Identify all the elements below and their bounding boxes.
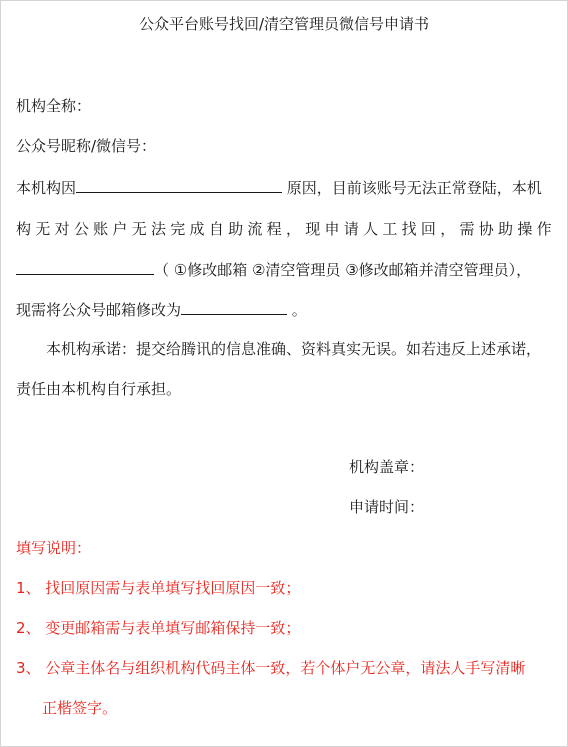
justified-char: 对	[54, 220, 70, 238]
email-blank	[181, 299, 287, 315]
justified-char: 助	[228, 220, 244, 238]
justified-char: 请	[343, 220, 359, 238]
justified-char: ，	[440, 220, 456, 238]
instruction-item-2: 2、 变更邮箱需与表单填写邮箱保持一致；	[16, 619, 301, 637]
justified-char: 无	[131, 220, 147, 238]
justified-char: 人	[363, 220, 379, 238]
instruction-item-1: 1、 找回原因需与表单填写找回原因一致；	[16, 579, 301, 597]
justified-char: 法	[150, 220, 166, 238]
email-suffix: 。	[287, 301, 307, 319]
reason-suffix: 原因，目前该账号无法正常登陆，本机	[282, 179, 542, 197]
justified-char: 成	[189, 220, 205, 238]
justified-char: 作	[536, 220, 552, 238]
commitment-line-1: 本机构承诺：提交给腾讯的信息准确、资料真实无误。如若违反上述承诺，	[46, 340, 542, 358]
org-name-label: 机构全称：	[16, 97, 92, 115]
justified-char: 构	[16, 220, 32, 238]
email-line	[16, 299, 307, 320]
operation-blank	[16, 259, 154, 275]
email-prefix: 现需将公众号邮箱修改为	[16, 301, 182, 319]
justified-char: 无	[35, 220, 51, 238]
account-label: 公众号昵称/微信号：	[16, 137, 157, 155]
justified-char: 自	[208, 220, 224, 238]
reason-prefix: 本机构因	[16, 179, 77, 197]
instructions-heading: 填写说明：	[16, 539, 92, 557]
seal-label: 机构盖章：	[349, 458, 425, 476]
reason-line	[16, 177, 542, 198]
date-label: 申请时间：	[349, 498, 425, 516]
justified-char: 工	[382, 220, 398, 238]
justified-char: 操	[517, 220, 533, 238]
document-title: 公众平台账号找回/清空管理员微信号申请书	[138, 15, 430, 33]
reason-blank	[76, 177, 282, 193]
commitment-line-2: 责任由本机构自行承担。	[16, 380, 182, 398]
justified-char: 回	[420, 220, 436, 238]
justified-char: 户	[112, 220, 128, 238]
justified-line	[16, 219, 552, 239]
instruction-item-3-cont: 正楷签字。	[42, 699, 118, 717]
justified-char: 协	[478, 220, 494, 238]
justified-char: 助	[498, 220, 514, 238]
options-text: （ ①修改邮箱 ②清空管理员 ③修改邮箱并清空管理员），	[154, 261, 532, 279]
justified-char: 现	[305, 220, 321, 238]
justified-char: 找	[401, 220, 417, 238]
justified-char: 完	[170, 220, 186, 238]
justified-char: 申	[324, 220, 340, 238]
justified-char: 流	[247, 220, 263, 238]
justified-char: ，	[285, 220, 301, 238]
justified-char: 需	[459, 220, 475, 238]
justified-char: 公	[73, 220, 89, 238]
instruction-item-3: 3、 公章主体名与组织机构代码主体一致，若个体户无公章，请法人手写清晰	[16, 659, 526, 677]
options-line	[16, 259, 531, 280]
justified-char: 程	[266, 220, 282, 238]
justified-char: 账	[93, 220, 109, 238]
